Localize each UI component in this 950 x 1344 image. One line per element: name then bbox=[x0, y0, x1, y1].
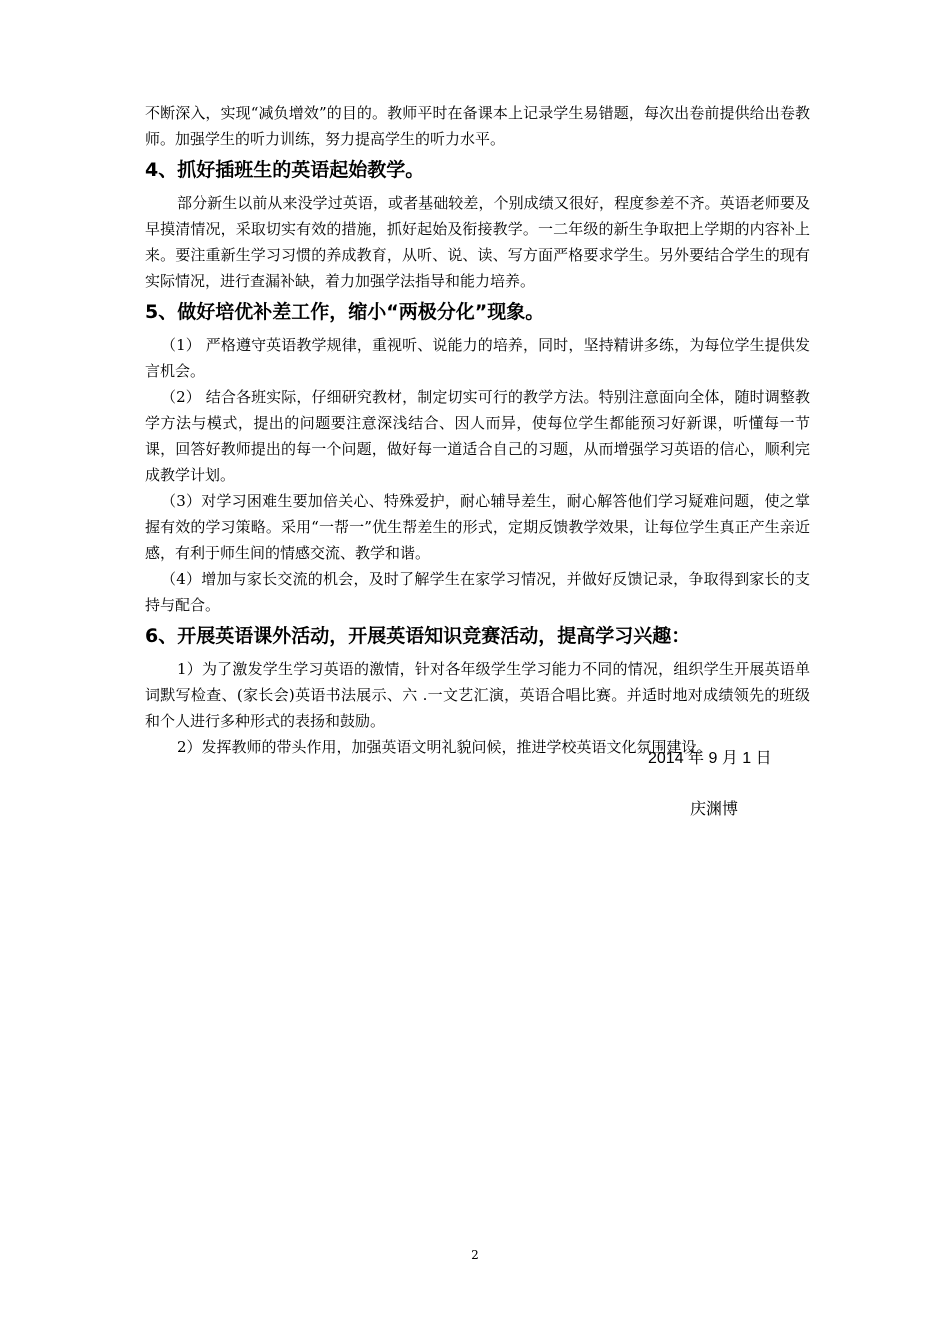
signature-date: 2014 年 9 月 1 日 bbox=[648, 750, 772, 767]
signature-name: 庆渊博 bbox=[690, 799, 739, 818]
page-number: 2 bbox=[471, 1248, 479, 1262]
section-5-item-3: （3）对学习困难生要加倍关心、特殊爱护，耐心辅导差生，耐心解答他们学习疑难问题，使之掌握有效的学习策略。采用“一帮一”优生帮差生的形式，定期反馈教学效果，让每位学生真正产生亲近感，有利于师生间的情感交流、教学和谐。 bbox=[145, 492, 810, 562]
document-body bbox=[145, 100, 810, 760]
intro-paragraph: 不断深入，实现“减负增效”的目的。教师平时在备课本上记录学生易错题，每次出卷前提供给出卷教师。加强学生的听力训练，努力提高学生的听力水平。 bbox=[145, 104, 810, 148]
section-5-item-4: （4）增加与家长交流的机会，及时了解学生在家学习情况，并做好反馈记录，争取得到家长的支持与配合。 bbox=[145, 570, 810, 614]
section-6-item-1: 1）为了激发学生学习英语的激情，针对各年级学生学习能力不同的情况，组织学生开展英语单词默写检查、(家长会)英语书法展示、六 .一文艺汇演，英语合唱比赛。并适时地对成绩领先的班级和个人进行多种形式的表扬和鼓励。 bbox=[145, 660, 810, 730]
section-heading-4: 4、抓好插班生的英语起始教学。 bbox=[145, 159, 425, 181]
section-5-item-2: （2） 结合各班实际，仔细研究教材，制定切实可行的教学方法。特别注意面向全体，随时调整教学方法与模式，提出的问题要注意深浅结合、因人而异，使每位学生都能预习好新课，听懂每一节课，回答好教师提出的每一个问题，做好每一道适合自己的习题，从而增强学习英语的信心，顺利完成教学计划。 bbox=[145, 388, 810, 484]
section-6-item-2: 2）发挥教师的带头作用，加强英语文明礼貌问候，推进学校英语文化氛围建设。 bbox=[177, 738, 712, 756]
section-4-paragraph: 部分新生以前从来没学过英语，或者基础较差，个别成绩又很好，程度参差不齐。英语老师要及早摸清情况，采取切实有效的措施，抓好起始及衔接教学。一二年级的新生争取把上学期的内容补上来。要注重新生学习习惯的养成教育，从听、说、读、写方面严格要求学生。另外要结合学生的现有实际情况，进行查漏补缺，着力加强学法指导和能力培养。 bbox=[145, 194, 810, 290]
section-heading-5: 5、做好培优补差工作，缩小“两极分化”现象。 bbox=[145, 301, 545, 323]
section-5-item-1: （1） 严格遵守英语教学规律，重视听、说能力的培养，同时，坚持精讲多练，为每位学生提供发言机会。 bbox=[145, 336, 810, 380]
section-heading-6: 6、开展英语课外活动，开展英语知识竞赛活动，提高学习兴趣： bbox=[145, 625, 691, 647]
